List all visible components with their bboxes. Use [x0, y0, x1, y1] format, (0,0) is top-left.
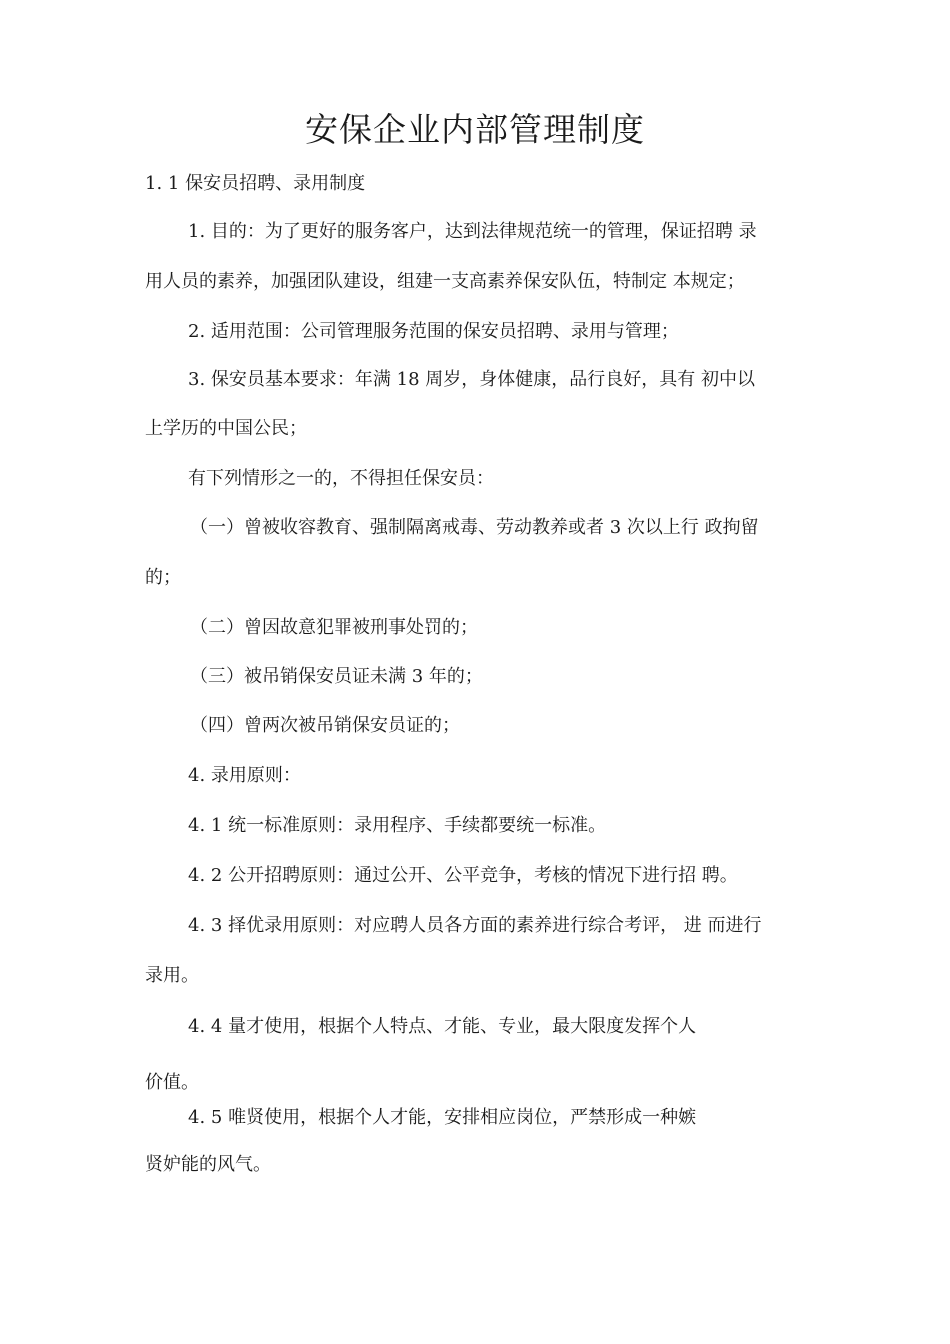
paragraph-line: 上学历的中国公民； — [145, 418, 307, 439]
paragraph-line: 2. 适用范围：公司管理服务范围的保安员招聘、录用与管理； — [188, 321, 679, 342]
paragraph-line: 4. 5 唯贤使用，根据个人才能，安排相应岗位，严禁形成一种嫉 — [188, 1107, 697, 1128]
paragraph-line: 3. 保安员基本要求：年满 18 周岁，身体健康，品行良好，具有 初中以 — [188, 369, 755, 390]
paragraph-line: 价值。 — [145, 1072, 199, 1093]
paragraph-line: 4. 2 公开招聘原则：通过公开、公平竞争，考核的情况下进行招 聘。 — [188, 865, 738, 886]
paragraph-line: 4. 1 统一标准原则：录用程序、手续都要统一标准。 — [188, 815, 607, 836]
list-item: （四）曾两次被吊销保安员证的； — [190, 715, 460, 736]
paragraph-line: 4. 4 量才使用，根据个人特点、才能、专业，最大限度发挥个人 — [188, 1016, 697, 1037]
paragraph-line: 1. 目的：为了更好的服务客户，达到法律规范统一的管理，保证招聘 录 — [188, 221, 757, 242]
list-item: （一）曾被收容教育、强制隔离戒毒、劳动教养或者 3 次以上行 政拘留 — [190, 517, 759, 538]
list-item: （二）曾因故意犯罪被刑事处罚的； — [190, 617, 478, 638]
list-item-continuation: 的； — [145, 567, 181, 588]
paragraph-line: 4. 录用原则： — [188, 765, 301, 786]
list-item: （三）被吊销保安员证未满 3 年的； — [190, 666, 483, 687]
paragraph-line: 有下列情形之一的，不得担任保安员： — [188, 468, 494, 489]
paragraph-line: 贤妒能的风气。 — [145, 1154, 271, 1175]
paragraph-line: 4. 3 择优录用原则：对应聘人员各方面的素养进行综合考评， 进 而进行 — [188, 915, 762, 936]
document-title: 安保企业内部管理制度 — [305, 110, 645, 149]
paragraph-line: 录用。 — [145, 965, 199, 986]
paragraph-line: 用人员的素养，加强团队建设，组建一支高素养保安队伍，特制定 本规定； — [145, 271, 745, 292]
section-heading: 1. 1 保安员招聘、录用制度 — [145, 173, 366, 194]
